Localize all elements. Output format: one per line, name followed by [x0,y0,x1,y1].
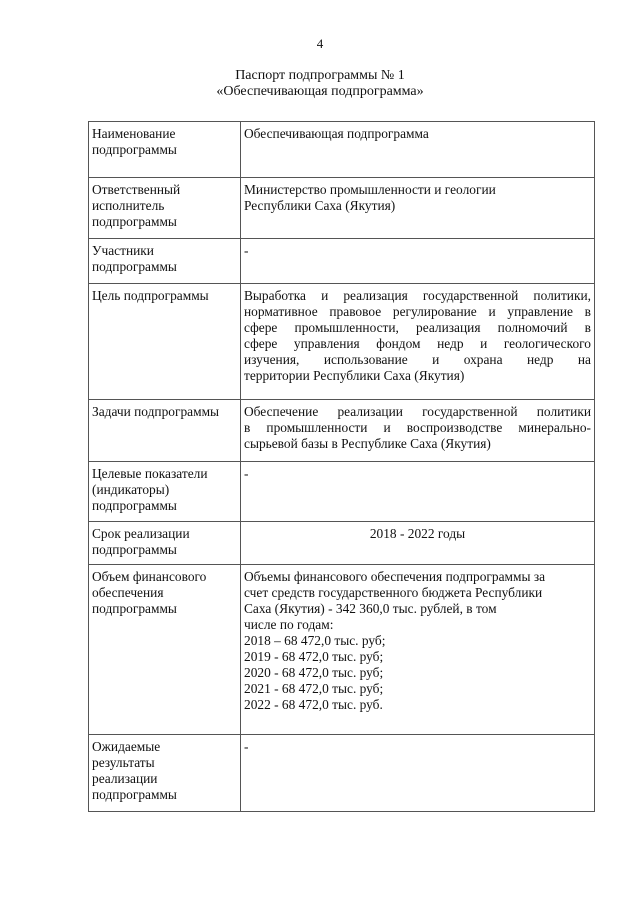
value-line: сфере управления фондом недр и геологического [244,336,591,351]
table-row [89,565,595,735]
row-label [89,239,241,284]
value-line: Обеспечивающая подпрограмма [244,126,429,141]
label-line: подпрограммы [92,542,177,557]
label-line: Целевые показатели [92,466,208,481]
value-line: - [244,466,249,481]
row-label [89,522,241,565]
row-label [89,284,241,400]
row-label [89,122,241,178]
label-line: реализации [92,771,158,786]
value-line: 2018 – 68 472,0 тыс. руб; [244,633,386,648]
row-value [241,522,595,565]
row-value [241,400,595,462]
label-line: исполнитель [92,198,165,213]
value-line: территории Республики Саха (Якутия) [244,368,465,383]
row-value [241,565,595,735]
row-label [89,178,241,239]
value-line: Выработка и реализация государственной политики, [244,288,591,303]
table-row [89,400,595,462]
value-line: 2022 - 68 472,0 тыс. руб. [244,697,383,712]
label-line: Задачи подпрограммы [92,404,220,419]
row-label [89,565,241,735]
value-line: изучения, использование и охрана недр на [244,352,591,367]
value-line: Саха (Якутия) - 342 360,0 тыс. рублей, в том [244,601,497,616]
value-line: Объемы финансового обеспечения подпрограммы за [244,569,546,584]
row-value [241,284,595,400]
row-label [89,462,241,522]
value-line: 2019 - 68 472,0 тыс. руб; [244,649,384,664]
passport-table [88,121,595,812]
label-line: (индикаторы) [92,482,170,497]
table-row [89,462,595,522]
label-line: подпрограммы [92,498,177,513]
table-row [89,122,595,178]
value-line: числе по годам: [244,617,334,632]
label-line: подпрограммы [92,259,177,274]
value-line: сырьевой базы в Республике Саха (Якутия) [244,436,491,451]
row-label [89,400,241,462]
label-line: Наименование [92,126,176,141]
label-line: Объем финансового [92,569,207,584]
label-line: подпрограммы [92,142,177,157]
row-value [241,178,595,239]
value-line: - [244,243,249,258]
label-line: подпрограммы [92,787,177,802]
row-value [241,735,595,812]
label-line: результаты [92,755,155,770]
row-value [241,239,595,284]
table-row [89,178,595,239]
label-line: Ожидаемые [92,739,161,754]
row-label [89,735,241,812]
label-line: обеспечения [92,585,164,600]
title-line-2: «Обеспечивающая подпрограмма» [216,84,424,99]
value-line: счет средств государственного бюджета Республики [244,585,543,600]
value-line: Республики Саха (Якутия) [244,198,396,213]
label-line: Участники [92,243,154,258]
table-row [89,522,595,565]
value-line: сфере промышленности, реализация полномочий в [244,320,591,335]
title-line-1: Паспорт подпрограммы № 1 [235,68,405,83]
value-line: нормативное правовое регулирование и управление в [244,304,591,319]
row-value [241,462,595,522]
page-number: 4 [316,36,324,51]
value-line: - [244,739,249,754]
label-line: Цель подпрограммы [92,288,209,303]
table-row [89,239,595,284]
table-row [89,735,595,812]
label-line: Ответственный [92,182,181,197]
value-line: 2021 - 68 472,0 тыс. руб; [244,681,384,696]
label-line: Срок реализации [92,526,190,541]
value-line: 2020 - 68 472,0 тыс. руб; [244,665,384,680]
label-line: подпрограммы [92,601,177,616]
value-line: 2018 - 2022 годы [369,526,466,541]
table-row [89,284,595,400]
value-line: Обеспечение реализации государственной политики [244,404,591,419]
row-value [241,122,595,178]
value-line: Министерство промышленности и геологии [244,182,496,197]
page-title [0,68,640,100]
label-line: подпрограммы [92,214,177,229]
value-line: в промышленности и воспроизводстве минерально- [244,420,591,435]
